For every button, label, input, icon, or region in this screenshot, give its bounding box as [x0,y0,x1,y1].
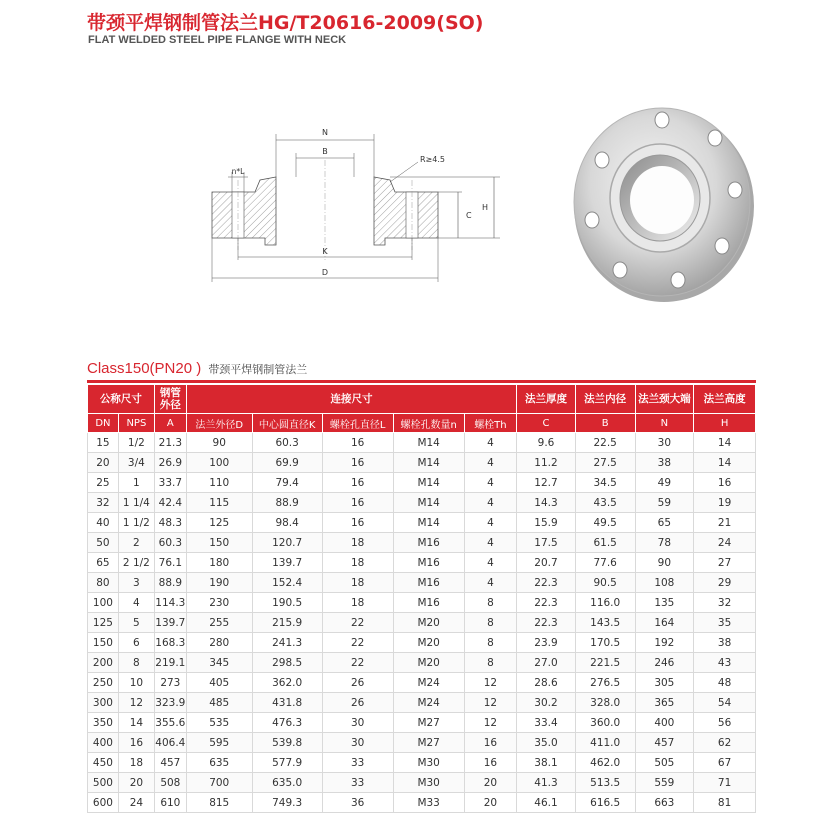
table-cell: 246 [635,653,694,673]
table-cell: 80 [88,573,119,593]
table-cell: 4 [464,433,517,453]
table-cell: 1/2 [118,433,154,453]
class-label: Class150(PN20 ) [87,360,202,377]
table-cell: 18 [322,573,393,593]
table-cell: 16 [464,733,517,753]
table-cell: M16 [393,553,464,573]
table-cell: M16 [393,533,464,553]
table-cell: 26.9 [154,453,186,473]
table-cell: 48 [694,673,756,693]
table-cell: 90 [186,433,252,453]
table-cell: 255 [186,613,252,633]
table-row [88,673,756,693]
table-cell: 4 [464,453,517,473]
label-d: D [321,268,329,277]
table-cell: 8 [464,653,517,673]
table-cell: 16 [322,513,393,533]
table-cell: 23.9 [517,633,576,653]
table-cell: 200 [88,653,119,673]
table-cell: 298.5 [252,653,322,673]
table-cell: M20 [393,633,464,653]
table-row [88,693,756,713]
table-cell: 539.8 [252,733,322,753]
table-cell: 41.3 [517,773,576,793]
table-cell: 22.3 [517,593,576,613]
table-cell: 164 [635,613,694,633]
table-cell: 362.0 [252,673,322,693]
table-cell: 30.2 [517,693,576,713]
table-cell: 9.6 [517,433,576,453]
bolt-hole [728,182,742,198]
table-cell: 115 [186,493,252,513]
table-row [88,633,756,653]
table-cell: 48.3 [154,513,186,533]
header-flange-neck: 法兰颈大端 [635,385,694,414]
table-cell: 100 [88,593,119,613]
table-row [88,493,756,513]
table-cell: 22 [322,613,393,633]
table-cell: 300 [88,693,119,713]
table-cell: M14 [393,433,464,453]
table-cell: 513.5 [575,773,635,793]
table-cell: 24 [118,793,154,813]
table-cell: 577.9 [252,753,322,773]
table-cell: 815 [186,793,252,813]
table-cell: 33 [322,753,393,773]
table-cell: 71 [694,773,756,793]
table-cell: 6 [118,633,154,653]
table-cell: 27.5 [575,453,635,473]
table-cell: 273 [154,673,186,693]
table-cell: M16 [393,573,464,593]
table-cell: 20 [88,453,119,473]
flange-spec-table [87,384,756,813]
table-cell: 38 [694,633,756,653]
table-cell: 2 1/2 [118,553,154,573]
column-header: C [517,414,576,433]
table-cell: 20 [464,773,517,793]
table-cell: M27 [393,713,464,733]
table-cell: 595 [186,733,252,753]
table-cell: 40 [88,513,119,533]
table-cell: 20.7 [517,553,576,573]
table-cell: 219.1 [154,653,186,673]
table-cell: 139.7 [252,553,322,573]
bolt-hole [655,112,669,128]
table-cell: 15 [88,433,119,453]
header-flange-inner: 法兰内径 [575,385,635,414]
table-cell: 600 [88,793,119,813]
table-cell: 135 [635,593,694,613]
class-sub-label: 带颈平焊钢制管法兰 [208,363,308,376]
table-cell: 26 [322,693,393,713]
table-cell: 406.4 [154,733,186,753]
table-cell: M30 [393,773,464,793]
table-cell: M20 [393,653,464,673]
table-row [88,793,756,813]
table-cell: 16 [694,473,756,493]
table-cell: 54 [694,693,756,713]
table-cell: 50 [88,533,119,553]
table-cell: 535 [186,713,252,733]
table-cell: 17.5 [517,533,576,553]
flange-product-photo [570,98,760,308]
table-cell: M14 [393,513,464,533]
table-cell: 305 [635,673,694,693]
table-cell: 168.3 [154,633,186,653]
table-cell: 700 [186,773,252,793]
table-cell: 69.9 [252,453,322,473]
table-cell: 8 [118,653,154,673]
table-row [88,553,756,573]
table-cell: 16 [322,433,393,453]
table-cell: 663 [635,793,694,813]
column-header: 螺栓孔数量n [393,414,464,433]
table-cell: 30 [322,713,393,733]
bolt-hole [715,238,729,254]
table-cell: 457 [635,733,694,753]
table-row [88,473,756,493]
table-cell: 559 [635,773,694,793]
table-cell: 15.9 [517,513,576,533]
table-cell: 18 [322,593,393,613]
table-cell: 78 [635,533,694,553]
table-cell: 150 [186,533,252,553]
header-nominal-size: 公称尺寸 [88,385,155,414]
header-flange-thickness: 法兰厚度 [517,385,576,414]
table-row [88,733,756,753]
table-cell: 5 [118,613,154,633]
table-row [88,593,756,613]
table-cell: 192 [635,633,694,653]
table-cell: 4 [464,533,517,553]
table-cell: 4 [118,593,154,613]
table-cell: 221.5 [575,653,635,673]
label-c: C [466,211,472,220]
column-header: B [575,414,635,433]
bolt-hole [595,152,609,168]
table-cell: 28.6 [517,673,576,693]
table-cell: 12 [464,693,517,713]
table-cell: 328.0 [575,693,635,713]
table-cell: 190 [186,573,252,593]
caption-divider [87,380,756,383]
bolt-hole [585,212,599,228]
table-cell: 400 [88,733,119,753]
table-cell: 2 [118,533,154,553]
table-cell: 180 [186,553,252,573]
table-cell: 20 [118,773,154,793]
table-cell: 476.3 [252,713,322,733]
table-cell: 19 [694,493,756,513]
table-cell: 42.4 [154,493,186,513]
table-cell: 49 [635,473,694,493]
table-cell: 88.9 [154,573,186,593]
table-cell: 30 [322,733,393,753]
table-cell: 8 [464,633,517,653]
table-cell: 405 [186,673,252,693]
table-cell: 457 [154,753,186,773]
table-cell: 241.3 [252,633,322,653]
table-cell: 4 [464,573,517,593]
table-cell: 280 [186,633,252,653]
column-header: NPS [118,414,154,433]
table-cell: 116.0 [575,593,635,613]
table-cell: 152.4 [252,573,322,593]
table-cell: 36 [322,793,393,813]
table-cell: 27.0 [517,653,576,673]
table-cell: 400 [635,713,694,733]
table-cell: 4 [464,553,517,573]
table-cell: 21.3 [154,433,186,453]
label-b: B [322,147,328,156]
table-cell: 12.7 [517,473,576,493]
table-cell: 276.5 [575,673,635,693]
table-cell: 33.4 [517,713,576,733]
table-cell: 60.3 [154,533,186,553]
table-cell: 20 [464,793,517,813]
table-cell: 79.4 [252,473,322,493]
page-title: 带颈平焊钢制管法兰HG/T20616-2009(SO) [87,12,484,34]
table-cell: 26 [322,673,393,693]
table-cell: 10 [118,673,154,693]
table-cell: 11.2 [517,453,576,473]
column-header: H [694,414,756,433]
table-cell: 139.7 [154,613,186,633]
table-cell: 88.9 [252,493,322,513]
table-cell: 29 [694,573,756,593]
table-cell: 150 [88,633,119,653]
table-cell: 22 [322,633,393,653]
table-cell: 190.5 [252,593,322,613]
table-row [88,653,756,673]
table-row [88,613,756,633]
table-row [88,453,756,473]
table-cell: 90.5 [575,573,635,593]
table-cell: 14 [694,453,756,473]
bolt-hole [671,272,685,288]
table-group-header-row [88,385,756,414]
table-cell: 12 [118,693,154,713]
table-cell: 635.0 [252,773,322,793]
table-cell: 16 [322,493,393,513]
table-row [88,533,756,553]
table-cell: 250 [88,673,119,693]
table-cell: 500 [88,773,119,793]
table-row [88,773,756,793]
table-cell: 3 [118,573,154,593]
table-cell: 46.1 [517,793,576,813]
table-cell: 114.3 [154,593,186,613]
table-cell: 35.0 [517,733,576,753]
bolt-hole [613,262,627,278]
table-cell: 24 [694,533,756,553]
table-cell: 81 [694,793,756,813]
table-cell: 90 [635,553,694,573]
table-cell: 30 [635,433,694,453]
table-cell: 1 [118,473,154,493]
table-cell: 33.7 [154,473,186,493]
table-cell: 35 [694,613,756,633]
table-cell: 16 [118,733,154,753]
table-cell: 22 [322,653,393,673]
table-cell: M14 [393,453,464,473]
table-cell: 14.3 [517,493,576,513]
table-cell: 120.7 [252,533,322,553]
header-connection-size: 连接尺寸 [186,385,516,414]
table-row [88,753,756,773]
table-cell: 16 [322,453,393,473]
table-cell: 22.5 [575,433,635,453]
table-cell: 411.0 [575,733,635,753]
table-cell: 12 [464,713,517,733]
table-row [88,513,756,533]
table-cell: 505 [635,753,694,773]
table-cell: 38.1 [517,753,576,773]
table-cell: 22.3 [517,573,576,593]
table-cell: 67 [694,753,756,773]
table-cell: 8 [464,593,517,613]
table-cell: 56 [694,713,756,733]
table-cell: M24 [393,693,464,713]
table-cell: 100 [186,453,252,473]
table-cell: 18 [118,753,154,773]
table-cell: 350 [88,713,119,733]
table-cell: 32 [694,593,756,613]
table-cell: 360.0 [575,713,635,733]
table-cell: 16 [322,473,393,493]
column-header: N [635,414,694,433]
table-cell: 749.3 [252,793,322,813]
bolt-hole [708,130,722,146]
table-sub-header-row [88,414,756,433]
table-cell: 32 [88,493,119,513]
table-cell: 4 [464,473,517,493]
table-cell: 77.6 [575,553,635,573]
table-cell: 450 [88,753,119,773]
table-cell: 635 [186,753,252,773]
table-cell: 355.6 [154,713,186,733]
table-cell: 610 [154,793,186,813]
table-cell: 108 [635,573,694,593]
table-cell: 34.5 [575,473,635,493]
table-cell: 616.5 [575,793,635,813]
table-row [88,573,756,593]
table-cell: 65 [635,513,694,533]
table-cell: 230 [186,593,252,613]
table-cell: 4 [464,493,517,513]
table-cell: 508 [154,773,186,793]
table-cell: M33 [393,793,464,813]
column-header: 中心圆直径K [252,414,322,433]
table-cell: 14 [118,713,154,733]
table-cell: 170.5 [575,633,635,653]
column-header: DN [88,414,119,433]
table-cell: 215.9 [252,613,322,633]
table-cell: 14 [694,433,756,453]
table-cell: 16 [464,753,517,773]
table-cell: 76.1 [154,553,186,573]
table-cell: 65 [88,553,119,573]
label-r: R≥4.5 [420,155,445,164]
table-cell: 38 [635,453,694,473]
header-flange-height: 法兰高度 [694,385,756,414]
page-subtitle: FLAT WELDED STEEL PIPE FLANGE WITH NECK [88,34,347,46]
table-cell: 125 [186,513,252,533]
table-cell: M20 [393,613,464,633]
table-cell: 43.5 [575,493,635,513]
table-cell: 27 [694,553,756,573]
table-cell: 485 [186,693,252,713]
table-cell: 22.3 [517,613,576,633]
table-cell: M24 [393,673,464,693]
table-cell: M16 [393,593,464,613]
label-n: N [322,128,328,137]
column-header: 螺栓Th [464,414,517,433]
table-cell: 98.4 [252,513,322,533]
table-cell: 431.8 [252,693,322,713]
table-cell: 21 [694,513,756,533]
table-cell: 61.5 [575,533,635,553]
table-cell: 125 [88,613,119,633]
table-cell: 323.9 [154,693,186,713]
column-header: 法兰外径D [186,414,252,433]
table-cell: 18 [322,553,393,573]
label-h: H [482,203,489,212]
table-row [88,433,756,453]
table-cell: 33 [322,773,393,793]
label-nl: n*L [231,167,245,176]
table-cell: 4 [464,513,517,533]
table-cell: M30 [393,753,464,773]
table-cell: 345 [186,653,252,673]
table-cell: 12 [464,673,517,693]
table-cell: 1 1/4 [118,493,154,513]
table-cell: M14 [393,493,464,513]
table-caption [87,358,307,377]
table-cell: 3/4 [118,453,154,473]
table-cell: 43 [694,653,756,673]
table-cell: 1 1/2 [118,513,154,533]
table-cell: 462.0 [575,753,635,773]
table-cell: 25 [88,473,119,493]
header-pipe-od: 钢管外径 [154,385,186,414]
table-cell: M27 [393,733,464,753]
column-header: A [154,414,186,433]
table-row [88,713,756,733]
table-cell: 49.5 [575,513,635,533]
table-cell: 62 [694,733,756,753]
table-cell: 8 [464,613,517,633]
table-cell: 110 [186,473,252,493]
table-cell: M14 [393,473,464,493]
table-cell: 18 [322,533,393,553]
table-cell: 60.3 [252,433,322,453]
flange-cross-section-drawing [200,120,510,300]
label-k: K [322,247,328,256]
table-cell: 143.5 [575,613,635,633]
column-header: 螺栓孔直径L [322,414,393,433]
table-cell: 365 [635,693,694,713]
table-cell: 59 [635,493,694,513]
